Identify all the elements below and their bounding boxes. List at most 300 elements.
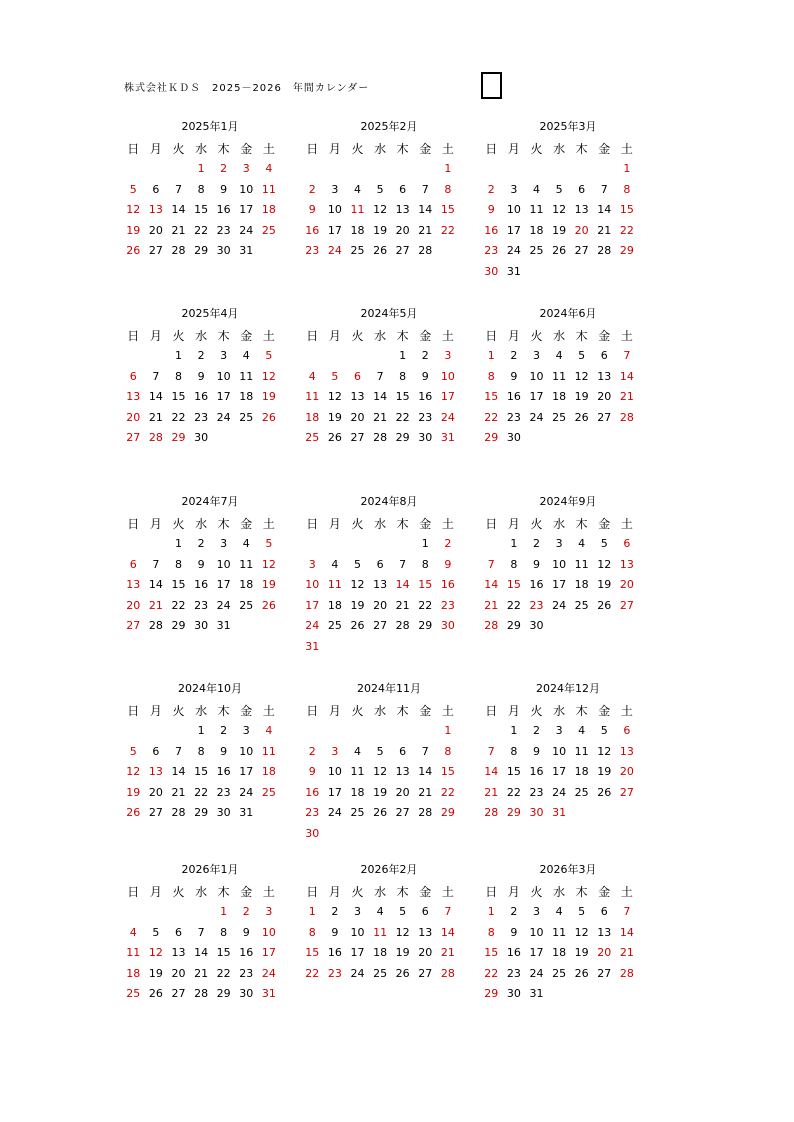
day-cell: 5 [399, 905, 407, 918]
day-cell: 7 [152, 557, 160, 571]
day-cell: 11 [126, 946, 141, 960]
day-cell: 16 [440, 578, 455, 592]
day-cell: 15 [418, 578, 433, 592]
day-cell: 20 [126, 598, 141, 612]
weekday-header: 火 [530, 885, 543, 899]
day-cell: 29 [194, 244, 209, 258]
day-cell: 26 [597, 785, 612, 799]
weekday-header: 日 [485, 517, 498, 531]
day-cell: 18 [305, 410, 320, 424]
weekday-header: 月 [507, 885, 520, 899]
weekday-header: 日 [306, 885, 319, 899]
day-cell: 30 [506, 987, 521, 1001]
day-cell: 5 [331, 369, 339, 383]
day-cell: 21 [418, 785, 433, 799]
day-cell: 25 [305, 431, 320, 445]
day-cell: 6 [600, 905, 608, 918]
day-cell: 30 [194, 431, 209, 445]
day-cell: 21 [619, 390, 634, 404]
day-cell: 11 [552, 369, 567, 383]
weekday-header: 火 [530, 329, 543, 343]
day-cell: 7 [174, 744, 182, 758]
blank-cell [145, 159, 168, 180]
day-cell: 26 [327, 431, 342, 445]
day-cell: 27 [126, 619, 141, 633]
day-cell: 11 [574, 557, 589, 571]
day-cell: 11 [327, 578, 342, 592]
weekday-header: 金 [240, 704, 253, 718]
day-cell: 2 [510, 905, 518, 918]
weekday-header: 土 [620, 329, 633, 343]
day-cell: 2 [220, 162, 228, 175]
day-cell: 24 [350, 966, 365, 980]
day-cell: 1 [421, 537, 429, 550]
day-cell: 18 [529, 223, 544, 237]
day-cell: 19 [373, 223, 388, 237]
day-cell: 20 [350, 410, 365, 424]
day-cell: 4 [578, 724, 586, 737]
weekday-header: 日 [127, 517, 140, 531]
weekday-header: 木 [396, 885, 409, 899]
day-cell: 12 [327, 390, 342, 404]
day-cell: 31 [506, 264, 521, 278]
day-cell: 7 [623, 349, 631, 362]
weekday-header: 水 [374, 885, 387, 899]
day-cell: 19 [574, 390, 589, 404]
day-cell: 31 [216, 619, 231, 633]
month-days-grid [122, 882, 282, 1005]
weekday-header: 月 [328, 885, 341, 899]
day-cell: 29 [619, 244, 634, 258]
day-cell: 5 [376, 182, 384, 196]
weekday-header: 水 [195, 704, 208, 718]
day-cell: 31 [239, 244, 254, 258]
day-cell: 18 [261, 765, 276, 779]
day-cell: 11 [350, 765, 365, 779]
day-cell: 23 [506, 966, 521, 980]
day-cell: 28 [171, 244, 186, 258]
day-cell: 22 [484, 966, 499, 980]
day-cell: 19 [350, 598, 365, 612]
day-cell: 22 [418, 598, 433, 612]
day-cell: 16 [194, 578, 209, 592]
month-block [122, 119, 282, 262]
day-cell: 15 [395, 390, 410, 404]
month-block [480, 306, 640, 449]
month-block [301, 119, 461, 262]
weekday-header: 日 [306, 142, 319, 156]
day-cell: 23 [216, 223, 231, 237]
day-cell: 24 [552, 598, 567, 612]
weekday-header: 日 [485, 142, 498, 156]
weekday-header: 水 [195, 517, 208, 531]
weekday-header: 木 [575, 885, 588, 899]
day-cell: 4 [353, 182, 361, 196]
day-cell: 26 [126, 244, 141, 258]
month-block [122, 494, 282, 637]
day-cell: 6 [129, 557, 137, 571]
blank-cell [346, 534, 369, 555]
day-cell: 30 [506, 431, 521, 445]
day-cell: 20 [126, 410, 141, 424]
weekday-header: 金 [419, 142, 432, 156]
blank-cell [324, 534, 347, 555]
day-cell: 1 [510, 724, 518, 737]
day-cell: 10 [216, 369, 231, 383]
day-cell: 14 [619, 369, 634, 383]
day-cell: 26 [552, 244, 567, 258]
day-cell: 1 [444, 162, 452, 175]
day-cell: 23 [216, 785, 231, 799]
weekday-header: 金 [240, 885, 253, 899]
day-cell: 21 [148, 410, 163, 424]
day-cell: 9 [242, 925, 250, 939]
weekday-header: 木 [396, 329, 409, 343]
day-cell: 17 [261, 946, 276, 960]
day-cell: 3 [532, 349, 540, 362]
day-cell: 21 [171, 223, 186, 237]
day-cell: 19 [126, 785, 141, 799]
blank-cell [167, 721, 190, 742]
day-cell: 13 [171, 946, 186, 960]
weekday-header: 木 [575, 704, 588, 718]
day-cell: 12 [373, 765, 388, 779]
day-cell: 12 [597, 557, 612, 571]
month-title: 2024年5月 [360, 307, 418, 320]
day-cell: 29 [506, 806, 521, 820]
weekday-header: 日 [306, 329, 319, 343]
day-cell: 30 [440, 619, 455, 633]
day-cell: 8 [174, 557, 182, 571]
day-cell: 31 [529, 987, 544, 1001]
day-cell: 8 [487, 925, 495, 939]
month-days-grid [480, 514, 640, 637]
day-cell: 6 [399, 182, 407, 196]
weekday-header: 水 [374, 517, 387, 531]
blank-cell [190, 902, 213, 923]
day-cell: 5 [555, 182, 563, 196]
month-block [480, 681, 640, 824]
weekday-header: 土 [262, 142, 275, 156]
day-cell: 18 [350, 223, 365, 237]
day-cell: 14 [395, 578, 410, 592]
day-cell: 12 [261, 557, 276, 571]
weekday-header: 水 [374, 329, 387, 343]
day-cell: 5 [129, 182, 137, 196]
day-cell: 24 [440, 410, 455, 424]
weekday-header: 金 [240, 142, 253, 156]
month-block [301, 681, 461, 845]
weekday-header: 木 [575, 329, 588, 343]
day-cell: 26 [395, 966, 410, 980]
weekday-header: 火 [351, 517, 364, 531]
weekday-header: 火 [530, 142, 543, 156]
day-cell: 30 [418, 431, 433, 445]
day-cell: 4 [308, 369, 316, 383]
weekday-header: 木 [575, 142, 588, 156]
day-cell: 27 [418, 966, 433, 980]
day-cell: 26 [574, 410, 589, 424]
day-cell: 10 [506, 203, 521, 217]
day-cell: 10 [239, 182, 254, 196]
weekday-header: 火 [172, 329, 185, 343]
day-cell: 4 [242, 349, 250, 362]
day-cell: 24 [529, 410, 544, 424]
blank-cell [391, 721, 414, 742]
day-cell: 26 [373, 806, 388, 820]
weekday-header: 金 [240, 517, 253, 531]
day-cell: 3 [532, 905, 540, 918]
day-cell: 25 [552, 410, 567, 424]
day-cell: 12 [597, 744, 612, 758]
day-cell: 4 [376, 905, 384, 918]
day-cell: 25 [261, 223, 276, 237]
weekday-header: 日 [306, 704, 319, 718]
day-cell: 24 [552, 785, 567, 799]
day-cell: 16 [216, 203, 231, 217]
weekday-header: 土 [441, 704, 454, 718]
weekday-header: 火 [351, 885, 364, 899]
day-cell: 2 [308, 182, 316, 196]
day-cell: 22 [171, 598, 186, 612]
day-cell: 7 [444, 905, 452, 918]
day-cell: 27 [171, 987, 186, 1001]
blank-cell [301, 346, 324, 367]
day-cell: 16 [239, 946, 254, 960]
month-days-grid [301, 514, 461, 658]
blank-cell [301, 159, 324, 180]
day-cell: 16 [529, 765, 544, 779]
day-cell: 24 [327, 806, 342, 820]
day-cell: 14 [418, 765, 433, 779]
weekday-header: 火 [351, 329, 364, 343]
day-cell: 11 [261, 744, 276, 758]
day-cell: 13 [619, 744, 634, 758]
day-cell: 24 [506, 244, 521, 258]
weekday-header: 火 [172, 517, 185, 531]
day-cell: 1 [197, 162, 205, 175]
day-cell: 19 [327, 410, 342, 424]
day-cell: 28 [619, 410, 634, 424]
day-cell: 18 [574, 765, 589, 779]
day-cell: 18 [261, 203, 276, 217]
day-cell: 10 [552, 557, 567, 571]
weekday-header: 金 [419, 329, 432, 343]
day-cell: 3 [555, 537, 563, 550]
day-cell: 12 [126, 203, 141, 217]
day-cell: 17 [552, 765, 567, 779]
weekday-header: 月 [328, 517, 341, 531]
day-cell: 4 [555, 349, 563, 362]
weekday-header: 金 [419, 517, 432, 531]
blank-cell [301, 721, 324, 742]
day-cell: 25 [239, 598, 254, 612]
day-cell: 25 [574, 785, 589, 799]
day-cell: 29 [506, 619, 521, 633]
day-cell: 3 [331, 744, 339, 758]
day-cell: 31 [440, 431, 455, 445]
month-title: 2024年10月 [178, 682, 242, 695]
day-cell: 6 [152, 182, 160, 196]
day-cell: 23 [529, 598, 544, 612]
day-cell: 22 [216, 966, 231, 980]
day-cell: 26 [373, 244, 388, 258]
weekday-header: 火 [530, 704, 543, 718]
day-cell: 10 [440, 369, 455, 383]
weekday-header: 月 [328, 704, 341, 718]
day-cell: 4 [578, 537, 586, 550]
day-cell: 1 [174, 537, 182, 550]
weekday-header: 土 [620, 142, 633, 156]
day-cell: 17 [239, 203, 254, 217]
weekday-header: 木 [575, 517, 588, 531]
day-cell: 30 [305, 826, 320, 840]
day-cell: 20 [148, 785, 163, 799]
day-cell: 9 [444, 557, 452, 571]
blank-cell [145, 346, 168, 367]
day-cell: 24 [216, 410, 231, 424]
day-cell: 29 [171, 431, 186, 445]
month-block [122, 306, 282, 449]
day-cell: 14 [619, 925, 634, 939]
day-cell: 10 [529, 369, 544, 383]
day-cell: 8 [510, 744, 518, 758]
day-cell: 21 [418, 223, 433, 237]
day-cell: 13 [574, 203, 589, 217]
day-cell: 22 [506, 598, 521, 612]
day-cell: 30 [239, 987, 254, 1001]
day-cell: 5 [578, 349, 586, 362]
weekday-header: 火 [172, 704, 185, 718]
day-cell: 15 [484, 946, 499, 960]
day-cell: 16 [506, 390, 521, 404]
day-cell: 9 [220, 182, 228, 196]
day-cell: 8 [308, 925, 316, 939]
day-cell: 1 [308, 905, 316, 918]
day-cell: 17 [216, 578, 231, 592]
day-cell: 19 [395, 946, 410, 960]
day-cell: 15 [440, 765, 455, 779]
weekday-header: 月 [507, 704, 520, 718]
blank-cell [324, 346, 347, 367]
day-cell: 13 [126, 390, 141, 404]
weekday-header: 水 [374, 142, 387, 156]
day-cell: 13 [597, 369, 612, 383]
day-cell: 15 [440, 203, 455, 217]
day-cell: 21 [619, 946, 634, 960]
weekday-header: 木 [217, 517, 230, 531]
blank-cell [369, 721, 392, 742]
blank-cell [122, 159, 145, 180]
day-cell: 17 [506, 223, 521, 237]
day-cell: 5 [600, 724, 608, 737]
weekday-header: 土 [620, 704, 633, 718]
day-cell: 13 [126, 578, 141, 592]
day-cell: 2 [331, 905, 339, 918]
weekday-header: 水 [553, 704, 566, 718]
weekday-header: 日 [485, 329, 498, 343]
day-cell: 13 [597, 925, 612, 939]
blank-cell [369, 346, 392, 367]
day-cell: 19 [261, 578, 276, 592]
day-cell: 2 [532, 724, 540, 737]
day-cell: 15 [194, 203, 209, 217]
day-cell: 30 [216, 806, 231, 820]
day-cell: 8 [444, 182, 452, 196]
day-cell: 19 [597, 578, 612, 592]
day-cell: 14 [418, 203, 433, 217]
day-cell: 25 [373, 966, 388, 980]
day-cell: 7 [376, 369, 384, 383]
weekday-header: 水 [374, 704, 387, 718]
day-cell: 3 [242, 724, 250, 737]
day-cell: 8 [444, 744, 452, 758]
day-cell: 15 [619, 203, 634, 217]
day-cell: 6 [376, 557, 384, 571]
blank-cell [480, 721, 503, 742]
day-cell: 4 [353, 744, 361, 758]
month-days-grid [301, 326, 461, 449]
day-cell: 3 [353, 905, 361, 918]
blank-cell [122, 902, 145, 923]
day-cell: 5 [600, 537, 608, 550]
day-cell: 8 [197, 744, 205, 758]
day-cell: 26 [574, 966, 589, 980]
weekday-header: 木 [217, 704, 230, 718]
day-cell: 29 [484, 987, 499, 1001]
weekday-header: 金 [419, 704, 432, 718]
day-cell: 22 [194, 223, 209, 237]
month-title: 2025年3月 [539, 120, 597, 133]
day-cell: 27 [619, 598, 634, 612]
month-block [480, 862, 640, 1005]
day-cell: 14 [373, 390, 388, 404]
weekday-header: 月 [328, 142, 341, 156]
day-cell: 17 [327, 223, 342, 237]
day-cell: 2 [510, 349, 518, 362]
day-cell: 19 [574, 946, 589, 960]
weekday-header: 火 [530, 517, 543, 531]
day-cell: 10 [350, 925, 365, 939]
day-cell: 18 [373, 946, 388, 960]
day-cell: 28 [171, 806, 186, 820]
day-cell: 30 [529, 619, 544, 633]
day-cell: 16 [506, 946, 521, 960]
day-cell: 27 [395, 806, 410, 820]
day-cell: 20 [171, 966, 186, 980]
day-cell: 31 [305, 639, 320, 653]
blank-cell [346, 721, 369, 742]
day-cell: 2 [197, 537, 205, 550]
day-cell: 25 [261, 785, 276, 799]
weekday-header: 木 [396, 704, 409, 718]
day-cell: 1 [220, 905, 228, 918]
day-cell: 11 [239, 557, 254, 571]
day-cell: 23 [305, 244, 320, 258]
weekday-header: 火 [172, 885, 185, 899]
day-cell: 12 [552, 203, 567, 217]
day-cell: 25 [350, 806, 365, 820]
day-cell: 21 [171, 785, 186, 799]
weekday-header: 日 [127, 704, 140, 718]
day-cell: 26 [261, 410, 276, 424]
weekday-header: 日 [306, 517, 319, 531]
month-title: 2024年9月 [539, 495, 597, 508]
blank-cell [346, 346, 369, 367]
day-cell: 26 [350, 619, 365, 633]
month-days-grid [122, 701, 282, 824]
day-cell: 24 [327, 244, 342, 258]
